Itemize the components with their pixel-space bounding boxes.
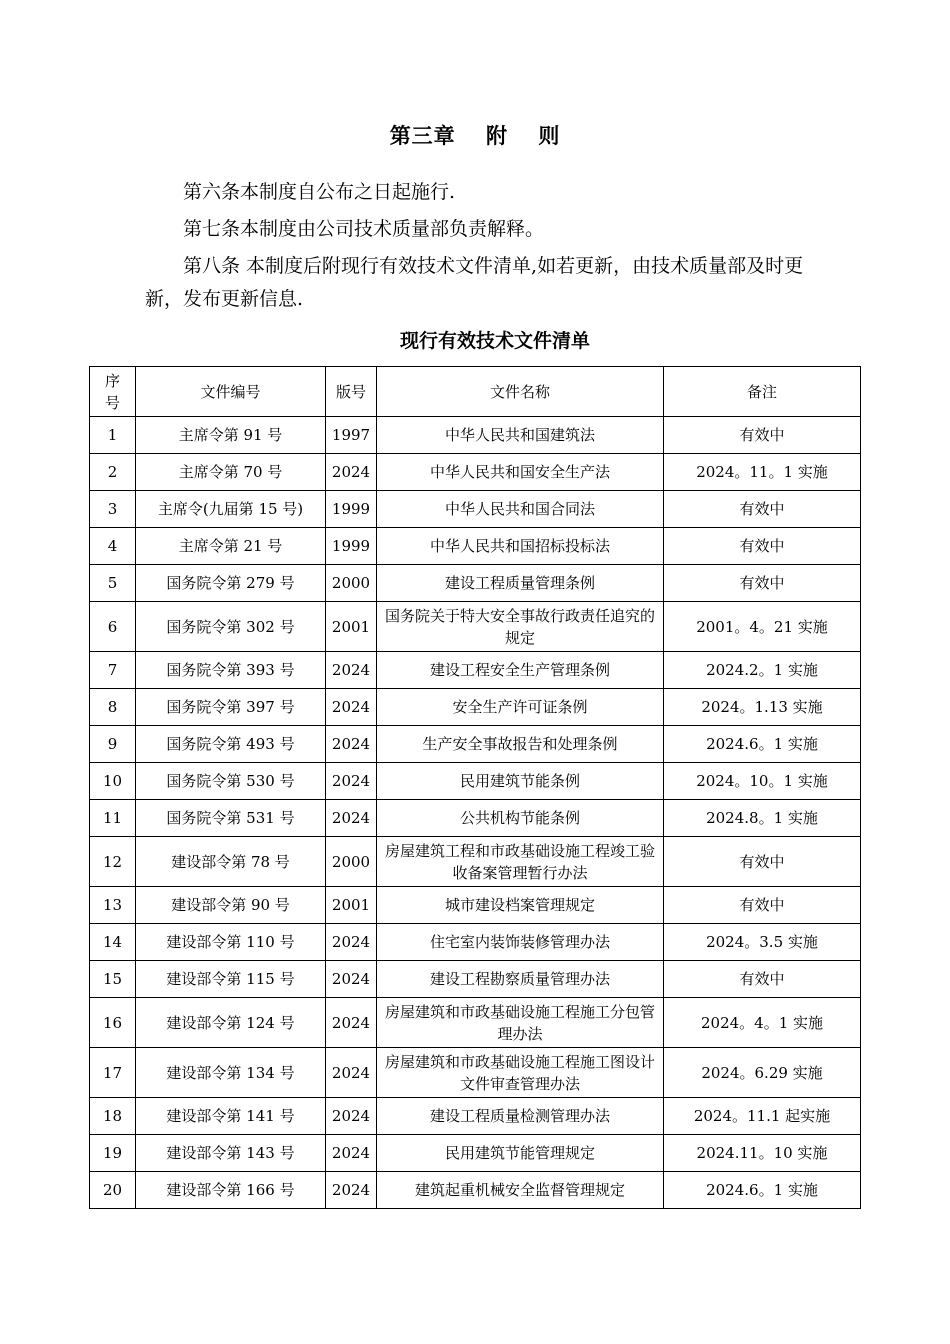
cell-edition: 2000 — [326, 837, 377, 887]
cell-remarks: 2024。4。1 实施 — [664, 998, 861, 1048]
cell-edition: 2024 — [326, 1098, 377, 1135]
cell-remarks: 2024。3.5 实施 — [664, 924, 861, 961]
cell-file-number: 建设部令第 115 号 — [136, 961, 326, 998]
chapter-title-left: 第三章 — [389, 123, 456, 148]
table-row — [90, 602, 861, 652]
cell-file-number: 建设部令第 134 号 — [136, 1048, 326, 1098]
cell-remarks: 2024。11。1 实施 — [664, 454, 861, 491]
cell-file-name: 建设工程勘察质量管理办法 — [377, 961, 664, 998]
cell-file-name: 中华人民共和国安全生产法 — [377, 454, 664, 491]
cell-file-name: 中华人民共和国建筑法 — [377, 417, 664, 454]
cell-file-number: 主席令第 91 号 — [136, 417, 326, 454]
cell-seq: 13 — [90, 887, 136, 924]
header-edition: 版号 — [326, 367, 377, 417]
cell-seq: 15 — [90, 961, 136, 998]
cell-seq: 3 — [90, 491, 136, 528]
cell-file-number: 国务院令第 393 号 — [136, 652, 326, 689]
table-row — [90, 887, 861, 924]
cell-file-name: 房屋建筑和市政基础设施工程施工分包管理办法 — [377, 998, 664, 1048]
cell-edition: 2024 — [326, 726, 377, 763]
chapter-title — [0, 120, 950, 150]
cell-edition: 2001 — [326, 602, 377, 652]
cell-remarks: 2001。4。21 实施 — [664, 602, 861, 652]
header-file-name: 文件名称 — [377, 367, 664, 417]
table-row — [90, 726, 861, 763]
table-title: 现行有效技术文件清单 — [399, 330, 590, 352]
cell-file-name: 中华人民共和国合同法 — [377, 491, 664, 528]
cell-seq: 9 — [90, 726, 136, 763]
table-row — [90, 417, 861, 454]
cell-file-number: 建设部令第 90 号 — [136, 887, 326, 924]
cell-remarks: 有效中 — [664, 417, 861, 454]
cell-remarks: 2024。6.29 实施 — [664, 1048, 861, 1098]
header-remarks: 备注 — [664, 367, 861, 417]
table-row — [90, 961, 861, 998]
cell-file-number: 建设部令第 141 号 — [136, 1098, 326, 1135]
cell-edition: 2024 — [326, 689, 377, 726]
cell-file-number: 主席令第 70 号 — [136, 454, 326, 491]
cell-seq: 11 — [90, 800, 136, 837]
cell-seq: 20 — [90, 1172, 136, 1209]
cell-file-name: 房屋建筑工程和市政基础设施工程竣工验收备案管理暂行办法 — [377, 837, 664, 887]
cell-file-number: 国务院令第 279 号 — [136, 565, 326, 602]
table-header-row — [90, 367, 861, 417]
cell-edition: 2024 — [326, 652, 377, 689]
cell-file-number: 建设部令第 124 号 — [136, 998, 326, 1048]
table-row — [90, 652, 861, 689]
cell-seq: 16 — [90, 998, 136, 1048]
cell-edition: 1997 — [326, 417, 377, 454]
cell-file-number: 国务院令第 531 号 — [136, 800, 326, 837]
cell-seq: 1 — [90, 417, 136, 454]
cell-remarks: 有效中 — [664, 528, 861, 565]
cell-file-name: 建设工程质量管理条例 — [377, 565, 664, 602]
table-row — [90, 800, 861, 837]
cell-edition: 2024 — [326, 800, 377, 837]
cell-seq: 4 — [90, 528, 136, 565]
cell-file-number: 建设部令第 110 号 — [136, 924, 326, 961]
cell-remarks: 有效中 — [664, 837, 861, 887]
cell-seq: 14 — [90, 924, 136, 961]
table-row — [90, 454, 861, 491]
cell-file-number: 主席令第 21 号 — [136, 528, 326, 565]
cell-remarks: 有效中 — [664, 491, 861, 528]
cell-file-number: 建设部令第 143 号 — [136, 1135, 326, 1172]
cell-edition: 2024 — [326, 1048, 377, 1098]
cell-remarks: 2024.6。1 实施 — [664, 1172, 861, 1209]
cell-file-name: 住宅室内装饰装修管理办法 — [377, 924, 664, 961]
cell-remarks: 有效中 — [664, 565, 861, 602]
cell-seq: 12 — [90, 837, 136, 887]
cell-file-number: 主席令(九届第 15 号) — [136, 491, 326, 528]
cell-remarks: 2024.8。1 实施 — [664, 800, 861, 837]
cell-seq: 18 — [90, 1098, 136, 1135]
table-row — [90, 837, 861, 887]
cell-file-name: 民用建筑节能条例 — [377, 763, 664, 800]
table-row — [90, 528, 861, 565]
cell-seq: 19 — [90, 1135, 136, 1172]
cell-file-number: 建设部令第 78 号 — [136, 837, 326, 887]
cell-file-name: 民用建筑节能管理规定 — [377, 1135, 664, 1172]
article-6: 第六条本制度自公布之日起施行. — [183, 181, 456, 203]
cell-file-name: 公共机构节能条例 — [377, 800, 664, 837]
table-row — [90, 1048, 861, 1098]
chapter-title-mid: 附 — [486, 123, 508, 148]
table-row — [90, 565, 861, 602]
cell-remarks: 2024。1.13 实施 — [664, 689, 861, 726]
cell-edition: 2024 — [326, 1172, 377, 1209]
cell-file-name: 中华人民共和国招标投标法 — [377, 528, 664, 565]
technical-files-table — [89, 366, 861, 1209]
table-row — [90, 763, 861, 800]
cell-seq: 5 — [90, 565, 136, 602]
cell-seq: 6 — [90, 602, 136, 652]
cell-seq: 7 — [90, 652, 136, 689]
cell-file-number: 建设部令第 166 号 — [136, 1172, 326, 1209]
cell-file-name: 国务院关于特大安全事故行政责任追究的规定 — [377, 602, 664, 652]
cell-edition: 2024 — [326, 763, 377, 800]
cell-file-name: 房屋建筑和市政基础设施工程施工图设计文件审查管理办法 — [377, 1048, 664, 1098]
cell-seq: 17 — [90, 1048, 136, 1098]
cell-file-number: 国务院令第 397 号 — [136, 689, 326, 726]
cell-edition: 2024 — [326, 924, 377, 961]
table-row — [90, 689, 861, 726]
cell-edition: 2001 — [326, 887, 377, 924]
table-row — [90, 1172, 861, 1209]
cell-file-name: 建设工程质量检测管理办法 — [377, 1098, 664, 1135]
chapter-title-right: 则 — [538, 123, 561, 148]
cell-remarks: 2024.6。1 实施 — [664, 726, 861, 763]
table-row — [90, 491, 861, 528]
header-file-number: 文件编号 — [136, 367, 326, 417]
cell-file-name: 城市建设档案管理规定 — [377, 887, 664, 924]
cell-edition: 2024 — [326, 998, 377, 1048]
cell-edition: 2024 — [326, 1135, 377, 1172]
article-8: 第八条 本制度后附现行有效技术文件清单,如若更新，由技术质量部及时更新，发布更新信息. — [145, 255, 804, 310]
cell-edition: 1999 — [326, 491, 377, 528]
table-row — [90, 1135, 861, 1172]
header-seq: 序号 — [90, 367, 136, 417]
cell-file-name: 建设工程安全生产管理条例 — [377, 652, 664, 689]
cell-edition: 2024 — [326, 454, 377, 491]
cell-file-number: 国务院令第 493 号 — [136, 726, 326, 763]
cell-remarks: 有效中 — [664, 887, 861, 924]
article-7: 第七条本制度由公司技术质量部负责解释。 — [183, 218, 545, 240]
cell-edition: 1999 — [326, 528, 377, 565]
table-row — [90, 1098, 861, 1135]
cell-remarks: 有效中 — [664, 961, 861, 998]
cell-edition: 2024 — [326, 961, 377, 998]
cell-file-name: 生产安全事故报告和处理条例 — [377, 726, 664, 763]
cell-seq: 10 — [90, 763, 136, 800]
cell-remarks: 2024。10。1 实施 — [664, 763, 861, 800]
cell-file-number: 国务院令第 530 号 — [136, 763, 326, 800]
cell-remarks: 2024.2。1 实施 — [664, 652, 861, 689]
table-row — [90, 924, 861, 961]
cell-seq: 8 — [90, 689, 136, 726]
cell-remarks: 2024.11。10 实施 — [664, 1135, 861, 1172]
table-row — [90, 998, 861, 1048]
cell-edition: 2000 — [326, 565, 377, 602]
cell-file-name: 建筑起重机械安全监督管理规定 — [377, 1172, 664, 1209]
cell-seq: 2 — [90, 454, 136, 491]
cell-remarks: 2024。11.1 起实施 — [664, 1098, 861, 1135]
cell-file-number: 国务院令第 302 号 — [136, 602, 326, 652]
cell-file-name: 安全生产许可证条例 — [377, 689, 664, 726]
